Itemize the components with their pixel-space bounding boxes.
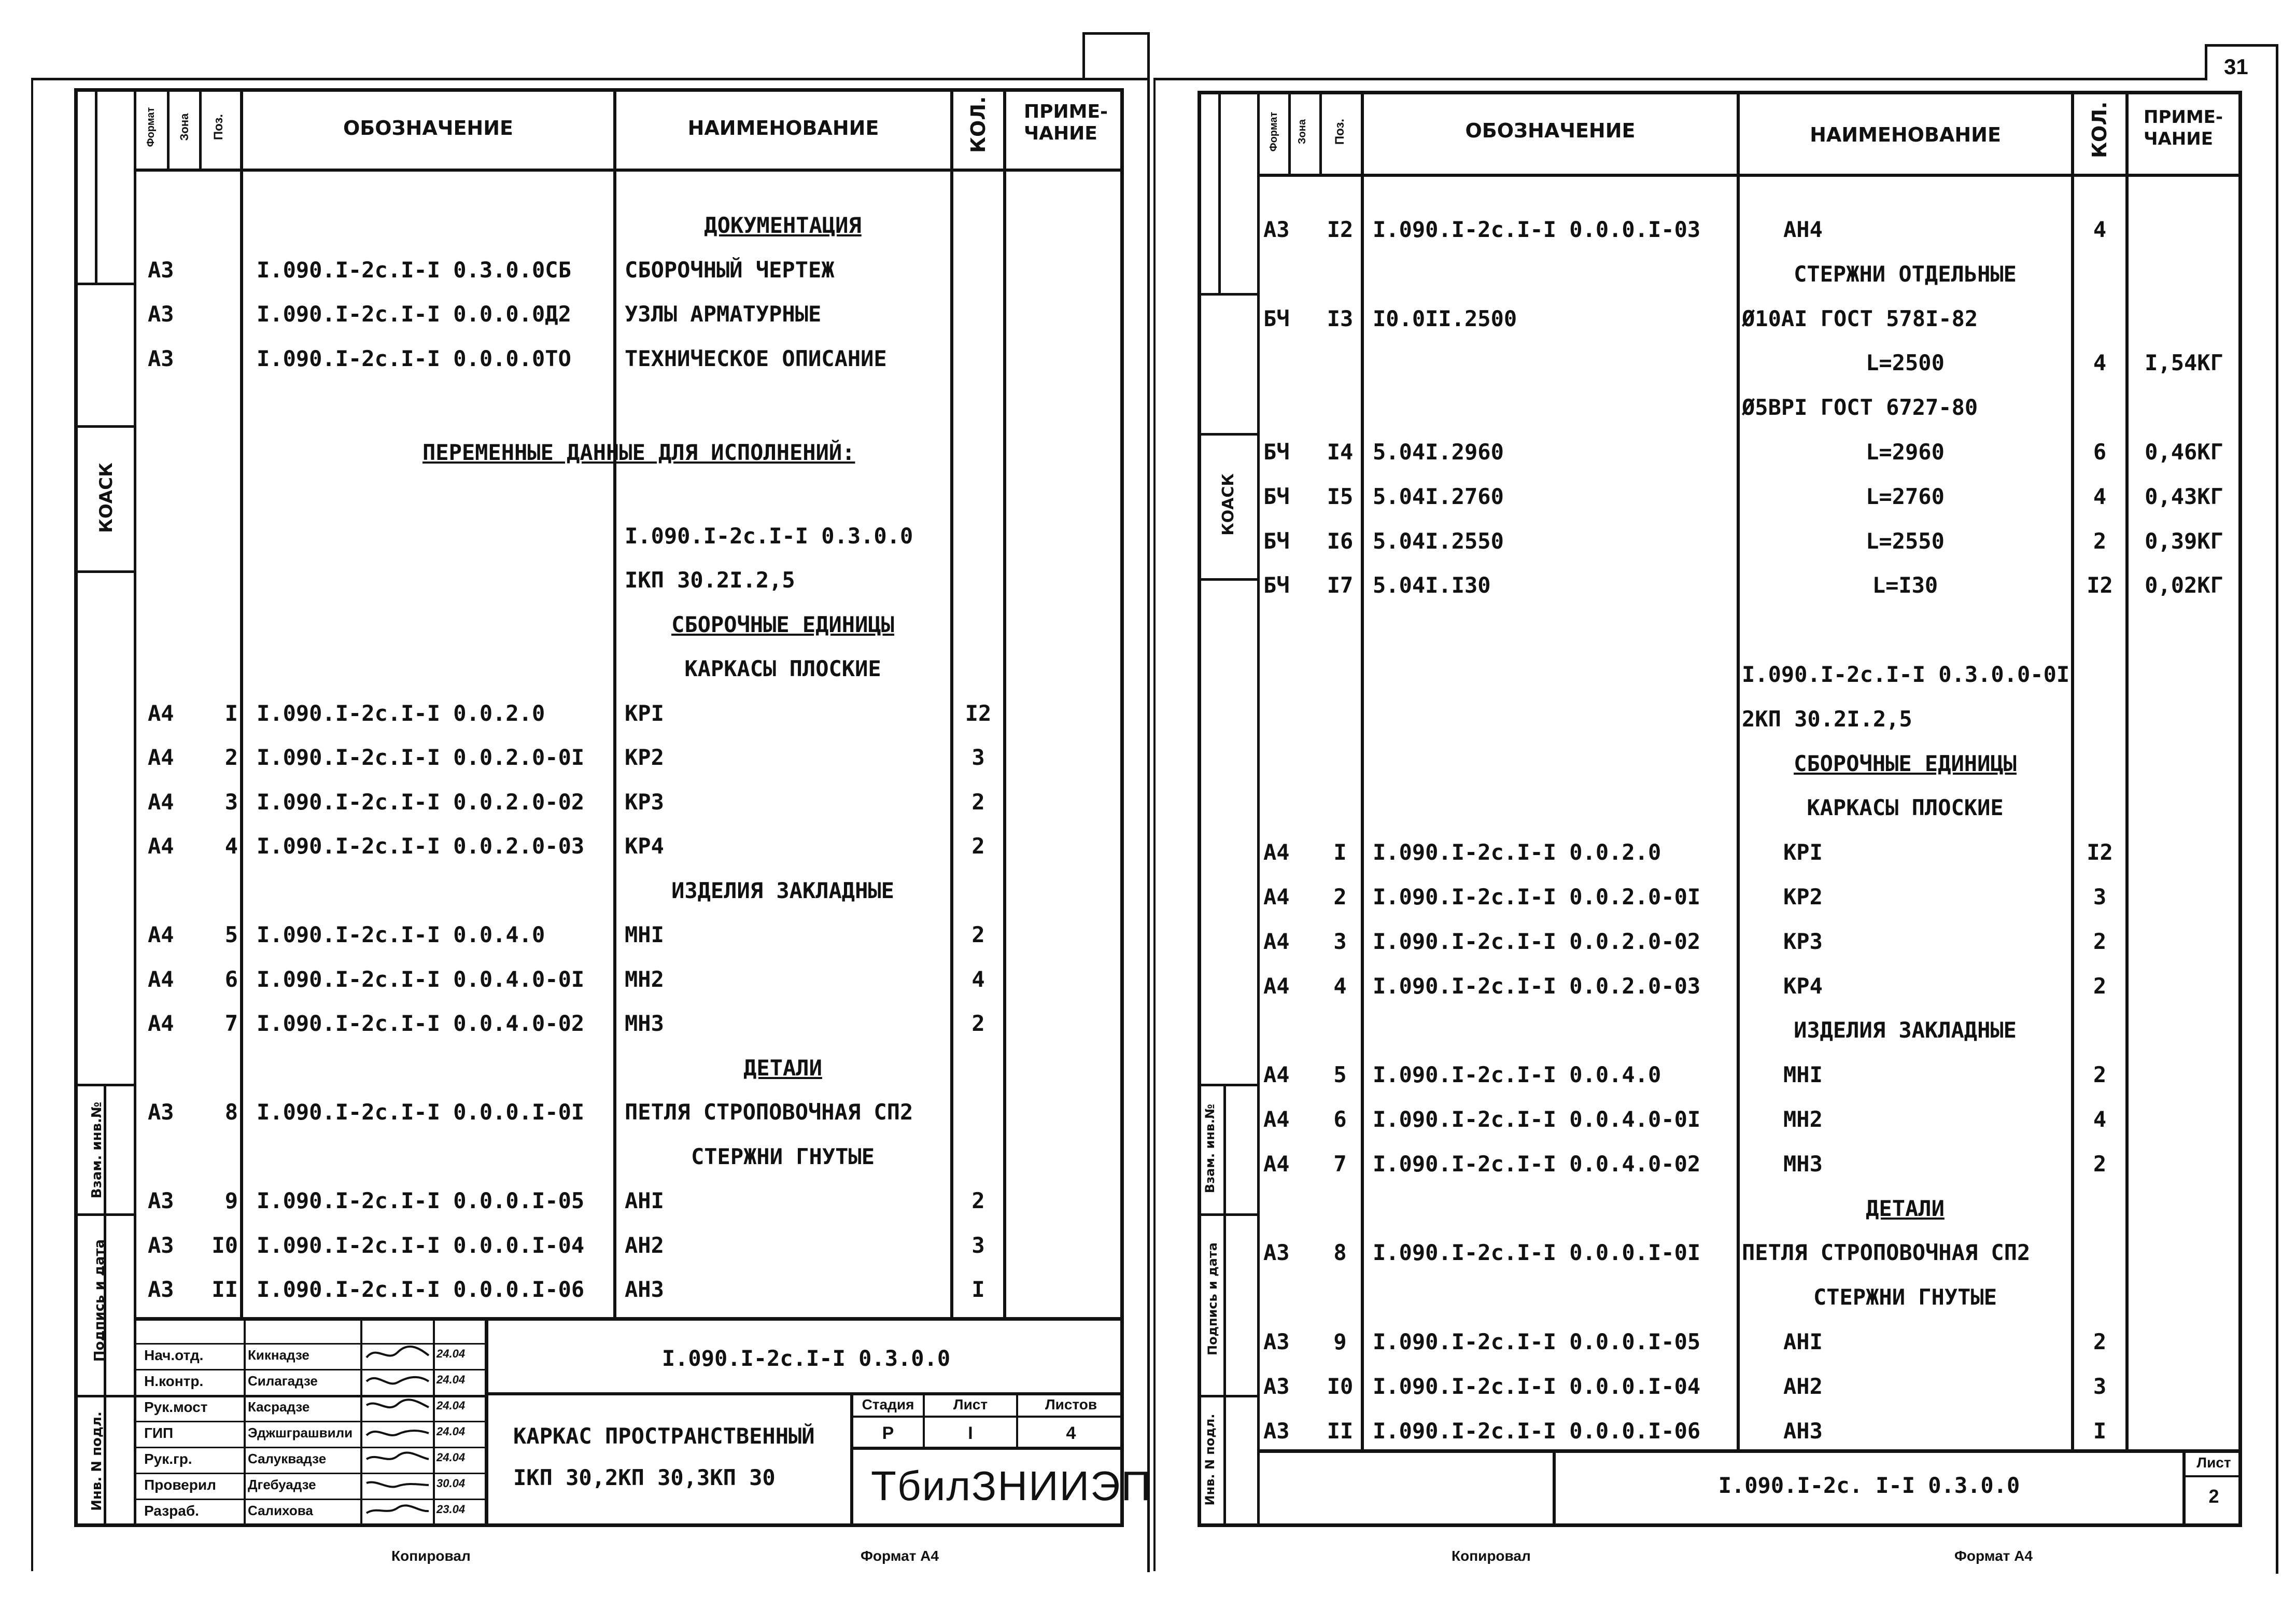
signer-name: Силагадзе (248, 1373, 318, 1389)
row-format: А4 (148, 789, 174, 815)
row-designation: I.090.I-2c.I-I 0.0.0.I-04 (1373, 1373, 1701, 1399)
document-subtitle: IКП 30,2КП 30,3КП 30 (513, 1465, 776, 1490)
signer-date: 24.04 (436, 1451, 466, 1464)
row-note: I,54КГ (2145, 350, 2223, 376)
row-name: Ø10АI ГОСТ 578I-82 (1742, 305, 1978, 331)
right-side-label-koask: КОАСК (1219, 473, 1237, 536)
row-format: А3 (148, 301, 174, 327)
row-quantity: 2 (2093, 1329, 2107, 1354)
row-note: 0,02КГ (2145, 572, 2223, 598)
row-name: ДОКУМЕНТАЦИЯ (704, 213, 862, 238)
signature-icon (364, 1368, 431, 1393)
row-name: КРI (625, 700, 664, 726)
document-code: I.090.I-2c.I-I 0.3.0.0 (661, 1346, 951, 1371)
row-quantity: 6 (2093, 439, 2107, 465)
right-document-code: I.090.I-2c. I-I 0.3.0.0 (1718, 1473, 2020, 1498)
row-format: А3 (148, 1099, 174, 1125)
row-name: КРI (1783, 840, 1823, 865)
row-position: II (212, 1277, 238, 1302)
header-format: Формат (145, 107, 157, 147)
row-name: АН2 (1783, 1373, 1823, 1399)
signer-name: Эджшграшвили (248, 1425, 353, 1440)
row-quantity: 2 (971, 789, 985, 815)
row-designation: I.090.I-2c.I-I 0.3.0.0СБ (257, 257, 571, 283)
sheet-value: I (968, 1423, 973, 1443)
header-name: НАИМЕНОВАНИЕ (687, 117, 879, 139)
row-format: А4 (148, 966, 174, 992)
row-format: А4 (1263, 1151, 1290, 1177)
right-header-format: Формат (1268, 111, 1279, 152)
right-sheet-label: Лист (2196, 1454, 2231, 1471)
row-designation: I.090.I-2c.I-I 0.0.2.0-02 (257, 789, 585, 815)
row-quantity: 2 (971, 1188, 985, 1213)
right-header-qty: КОЛ. (2088, 101, 2111, 158)
row-quantity: 4 (2093, 483, 2107, 509)
row-name: КР4 (625, 833, 664, 859)
row-name: МН2 (1783, 1107, 1823, 1132)
signer-name: Дгебуадзе (248, 1477, 316, 1492)
row-quantity: 2 (2093, 1151, 2107, 1177)
row-position: 7 (224, 1011, 238, 1036)
signer-name: Кикнадзе (248, 1347, 309, 1363)
right-footer-copied: Копировал (1452, 1548, 1531, 1564)
signer-role: Рук.мост (144, 1399, 208, 1415)
row-quantity: I (2093, 1418, 2107, 1444)
row-name: I.090.I-2c.I-I 0.3.0.0 (625, 523, 913, 549)
row-name: КР3 (625, 789, 664, 815)
signer-role: Н.контр. (144, 1373, 204, 1389)
row-designation: I.090.I-2c.I-I 0.0.0.I-06 (1373, 1418, 1701, 1444)
signer-date: 23.04 (436, 1503, 466, 1516)
side-label-sign: Подпись и дата (92, 1239, 107, 1362)
row-designation: I.090.I-2c.I-I 0.0.0.I-0I (257, 1099, 585, 1125)
sheet-label: Лист (953, 1396, 988, 1412)
row-designation: I.090.I-2c.I-I 0.0.0.0Д2 (257, 301, 571, 327)
row-format: БЧ (1263, 572, 1290, 598)
row-quantity: 2 (2093, 928, 2107, 954)
row-position: 3 (1333, 928, 1347, 954)
row-name: L=2760 (1866, 483, 1945, 509)
row-position: 5 (1333, 1062, 1347, 1088)
row-name: ДЕТАЛИ (1866, 1195, 1945, 1221)
signer-role: Разраб. (144, 1503, 199, 1519)
row-position: II (1327, 1418, 1354, 1444)
row-name: IКП 30.2I.2,5 (625, 567, 795, 593)
signer-date: 24.04 (436, 1399, 466, 1412)
row-name: КР3 (1783, 928, 1823, 954)
row-designation: 5.04I.I30 (1373, 572, 1491, 598)
row-designation: I.090.I-2c.I-I 0.0.2.0-02 (1373, 928, 1701, 954)
signature-icon (364, 1498, 431, 1522)
row-quantity: 2 (2093, 1062, 2107, 1088)
row-name: ПЕТЛЯ СТРОПОВОЧНАЯ СП2 (1742, 1240, 2031, 1266)
signer-date: 24.04 (436, 1373, 466, 1386)
row-format: А4 (1263, 928, 1290, 954)
signature-icon (364, 1394, 431, 1419)
row-position: 3 (224, 789, 238, 815)
row-name: МН3 (625, 1011, 664, 1036)
row-quantity: I2 (2087, 840, 2113, 865)
row-name: МН2 (625, 966, 664, 992)
row-designation: I.090.I-2c.I-I 0.0.2.0 (1373, 840, 1661, 865)
row-format: А3 (1263, 1329, 1290, 1354)
row-format: А3 (148, 1277, 174, 1302)
row-format: А4 (1263, 1107, 1290, 1132)
row-format: А4 (1263, 1062, 1290, 1088)
row-position: 8 (224, 1099, 238, 1125)
row-format: БЧ (1263, 483, 1290, 509)
row-note: 0,39КГ (2145, 528, 2223, 554)
row-name: ТЕХНИЧЕСКОЕ ОПИСАНИЕ (625, 345, 887, 371)
right-side-label-inv: Взам. инв.№ (1203, 1103, 1217, 1194)
row-format: А3 (148, 345, 174, 371)
header-note: ПРИМЕ-ЧАНИЕ (1024, 101, 1108, 144)
row-note: 0,43КГ (2145, 483, 2223, 509)
row-designation: I.090.I-2c.I-I 0.0.4.0-0I (1373, 1107, 1701, 1132)
row-name: АН4 (1783, 217, 1823, 242)
row-position: I4 (1327, 439, 1354, 465)
row-name: СТЕРЖНИ ГНУТЫЕ (691, 1143, 875, 1169)
row-format: А4 (148, 833, 174, 859)
row-format: А4 (148, 745, 174, 770)
row-quantity: 2 (971, 1011, 985, 1036)
row-position: I6 (1327, 528, 1354, 554)
row-name: АН2 (625, 1232, 664, 1258)
row-format: А4 (1263, 973, 1290, 999)
row-format: А3 (1263, 217, 1290, 242)
signature-icon (364, 1420, 431, 1445)
row-quantity: 4 (971, 966, 985, 992)
stage-label: Стадия (862, 1396, 914, 1412)
row-position: 5 (224, 922, 238, 947)
row-position: I3 (1327, 305, 1354, 331)
row-designation: I.090.I-2c.I-I 0.0.2.0-0I (1373, 884, 1701, 910)
row-name: СБОРОЧНЫЙ ЧЕРТЕЖ (625, 257, 835, 283)
row-name: L=2960 (1866, 439, 1945, 465)
stage-value: Р (882, 1423, 894, 1443)
row-name: СБОРОЧНЫЕ ЕДИНИЦЫ (671, 611, 894, 637)
sheets-value: 4 (1066, 1423, 1076, 1443)
row-format: А4 (148, 1011, 174, 1036)
row-designation: I.090.I-2c.I-I 0.0.2.0-03 (1373, 973, 1701, 999)
header-pos: Поз. (212, 114, 226, 141)
page-number: 31 (2224, 54, 2248, 79)
footer-format: Формат А4 (861, 1548, 939, 1564)
row-name: 2КП 30.2I.2,5 (1742, 706, 1912, 732)
right-side-label-sign: Подпись и дата (1205, 1242, 1220, 1355)
signer-role: ГИП (144, 1425, 174, 1441)
row-name: L=2500 (1866, 350, 1945, 376)
row-name: ИЗДЕЛИЯ ЗАКЛАДНЫЕ (671, 877, 894, 903)
row-name: АН3 (1783, 1418, 1823, 1444)
right-header-name: НАИМЕНОВАНИЕ (1810, 123, 2001, 146)
row-format: БЧ (1263, 305, 1290, 331)
signer-role: Нач.отд. (144, 1347, 204, 1363)
right-footer-format: Формат А4 (1954, 1548, 2033, 1564)
row-designation: I.090.I-2c.I-I 0.0.4.0 (1373, 1062, 1661, 1088)
row-format: А3 (1263, 1373, 1290, 1399)
right-side-label-podl: Инв. N подл. (1203, 1414, 1217, 1506)
row-name: АН3 (625, 1277, 664, 1302)
row-name: КАРКАСЫ ПЛОСКИЕ (684, 656, 881, 681)
right-header-zone: Зона (1297, 119, 1308, 144)
signer-date: 24.04 (436, 1425, 466, 1438)
side-label-podl: Инв. N подл. (89, 1411, 105, 1511)
row-designation: I.090.I-2c.I-I 0.0.2.0 (257, 700, 545, 726)
row-quantity: 4 (2093, 217, 2107, 242)
row-quantity: 3 (971, 1232, 985, 1258)
row-position: 4 (1333, 973, 1347, 999)
variable-data-heading: ПЕРЕМЕННЫЕ ДАННЫЕ ДЛЯ ИСПОЛНЕНИЙ: (422, 440, 855, 465)
row-designation: I.090.I-2c.I-I 0.0.0.I-0I (1373, 1240, 1701, 1266)
row-designation: I.090.I-2c.I-I 0.0.4.0-02 (1373, 1151, 1701, 1177)
side-label-koask: КОАСК (96, 463, 117, 533)
right-header-designation: ОБОЗНАЧЕНИЕ (1465, 119, 1636, 142)
row-name: АНI (625, 1188, 664, 1213)
row-name: КР4 (1783, 973, 1823, 999)
row-quantity: 4 (2093, 350, 2107, 376)
row-format: А3 (1263, 1240, 1290, 1266)
row-quantity: 3 (2093, 884, 2107, 910)
row-position: I5 (1327, 483, 1354, 509)
side-label-inv: Взам. инв.№ (89, 1101, 105, 1199)
row-name: МНI (625, 922, 664, 947)
row-position: 8 (1333, 1240, 1347, 1266)
document-title: КАРКАС ПРОСТРАНСТВЕННЫЙ (513, 1423, 815, 1449)
row-quantity: I2 (965, 700, 992, 726)
footer-copied: Копировал (391, 1548, 471, 1564)
row-designation: 5.04I.2550 (1373, 528, 1504, 554)
row-name: МН3 (1783, 1151, 1823, 1177)
row-name: КР2 (1783, 884, 1823, 910)
row-format: А4 (1263, 840, 1290, 865)
signer-name: Касрадзе (248, 1399, 310, 1415)
row-position: 2 (224, 745, 238, 770)
row-position: I (1333, 840, 1347, 865)
row-quantity: 2 (971, 833, 985, 859)
row-name: Ø5ВРI ГОСТ 6727-80 (1742, 395, 1978, 421)
row-name: ДЕТАЛИ (743, 1055, 822, 1081)
row-position: 2 (1333, 884, 1347, 910)
row-designation: I.090.I-2c.I-I 0.0.2.0-03 (257, 833, 585, 859)
row-quantity: I (971, 1277, 985, 1302)
signature-icon (364, 1446, 431, 1471)
signature-icon (364, 1342, 431, 1367)
row-note: 0,46КГ (2145, 439, 2223, 465)
row-position: I0 (212, 1232, 238, 1258)
row-quantity: 2 (2093, 973, 2107, 999)
row-position: I7 (1327, 572, 1354, 598)
signer-date: 30.04 (436, 1477, 466, 1490)
row-designation: I.090.I-2c.I-I 0.0.4.0-0I (257, 966, 585, 992)
row-format: А3 (1263, 1418, 1290, 1444)
row-designation: I.090.I-2c.I-I 0.0.0.0ТО (257, 345, 571, 371)
row-name: УЗЛЫ АРМАТУРНЫЕ (625, 301, 822, 327)
row-quantity: I2 (2087, 572, 2113, 598)
row-format: БЧ (1263, 439, 1290, 465)
row-name: L=2550 (1866, 528, 1945, 554)
signer-role: Проверил (144, 1477, 216, 1493)
row-quantity: 3 (2093, 1373, 2107, 1399)
row-designation: I.090.I-2c.I-I 0.0.4.0-02 (257, 1011, 585, 1036)
row-name: ПЕТЛЯ СТРОПОВОЧНАЯ СП2 (625, 1099, 913, 1125)
row-quantity: 2 (2093, 528, 2107, 554)
row-name: I.090.I-2c.I-I 0.3.0.0-0I (1742, 662, 2070, 687)
row-quantity: 3 (971, 745, 985, 770)
row-format: А3 (148, 1232, 174, 1258)
row-designation: 5.04I.2960 (1373, 439, 1504, 465)
row-format: БЧ (1263, 528, 1290, 554)
row-position: 6 (224, 966, 238, 992)
row-designation: 5.04I.2760 (1373, 483, 1504, 509)
row-format: А4 (148, 922, 174, 947)
row-format: А4 (148, 700, 174, 726)
row-name: КР2 (625, 745, 664, 770)
row-name: МНI (1783, 1062, 1823, 1088)
row-name: L=I30 (1872, 572, 1938, 598)
row-position: 6 (1333, 1107, 1347, 1132)
row-position: I (224, 700, 238, 726)
row-name: АНI (1783, 1329, 1823, 1354)
signer-role: Рук.гр. (144, 1451, 192, 1467)
row-designation: I0.0II.2500 (1373, 305, 1517, 331)
row-position: I2 (1327, 217, 1354, 242)
signer-name: Салуквадзе (248, 1451, 327, 1466)
signer-name: Салихова (248, 1503, 313, 1518)
row-designation: I.090.I-2c.I-I 0.0.0.I-05 (257, 1188, 585, 1213)
row-designation: I.090.I-2c.I-I 0.0.0.I-03 (1373, 217, 1701, 242)
row-position: 9 (1333, 1329, 1347, 1354)
row-designation: I.090.I-2c.I-I 0.0.0.I-05 (1373, 1329, 1701, 1354)
row-quantity: 4 (2093, 1107, 2107, 1132)
row-name: КАРКАСЫ ПЛОСКИЕ (1807, 795, 2004, 821)
row-format: А3 (148, 1188, 174, 1213)
header-qty: КОЛ. (967, 96, 990, 153)
header-zone: Зона (178, 113, 191, 141)
row-designation: I.090.I-2c.I-I 0.0.4.0 (257, 922, 545, 947)
right-header-pos: Поз. (1333, 118, 1347, 145)
row-position: I0 (1327, 1373, 1354, 1399)
row-position: 9 (224, 1188, 238, 1213)
signer-date: 24.04 (436, 1347, 466, 1360)
right-header-note: ПРИМЕ-ЧАНИЕ (2144, 107, 2223, 149)
organization-logo: ТбилЗНИИЭП (871, 1463, 1152, 1509)
row-designation: I.090.I-2c.I-I 0.0.0.I-06 (257, 1277, 585, 1302)
signature-icon (364, 1472, 431, 1496)
row-designation: I.090.I-2c.I-I 0.0.2.0-0I (257, 745, 585, 770)
sheets-label: Листов (1045, 1396, 1097, 1412)
row-position: 4 (224, 833, 238, 859)
row-name: СБОРОЧНЫЕ ЕДИНИЦЫ (1794, 750, 2017, 776)
right-sheet-value: 2 (2208, 1486, 2219, 1507)
header-designation: ОБОЗНАЧЕНИЕ (343, 117, 513, 139)
row-designation: I.090.I-2c.I-I 0.0.0.I-04 (257, 1232, 585, 1258)
row-position: 7 (1333, 1151, 1347, 1177)
row-quantity: 2 (971, 922, 985, 947)
row-name: ИЗДЕЛИЯ ЗАКЛАДНЫЕ (1794, 1017, 2017, 1043)
row-name: СТЕРЖНИ ОТДЕЛЬНЫЕ (1794, 261, 2017, 287)
row-format: А3 (148, 257, 174, 283)
row-name: СТЕРЖНИ ГНУТЫЕ (1813, 1284, 1997, 1310)
row-format: А4 (1263, 884, 1290, 910)
